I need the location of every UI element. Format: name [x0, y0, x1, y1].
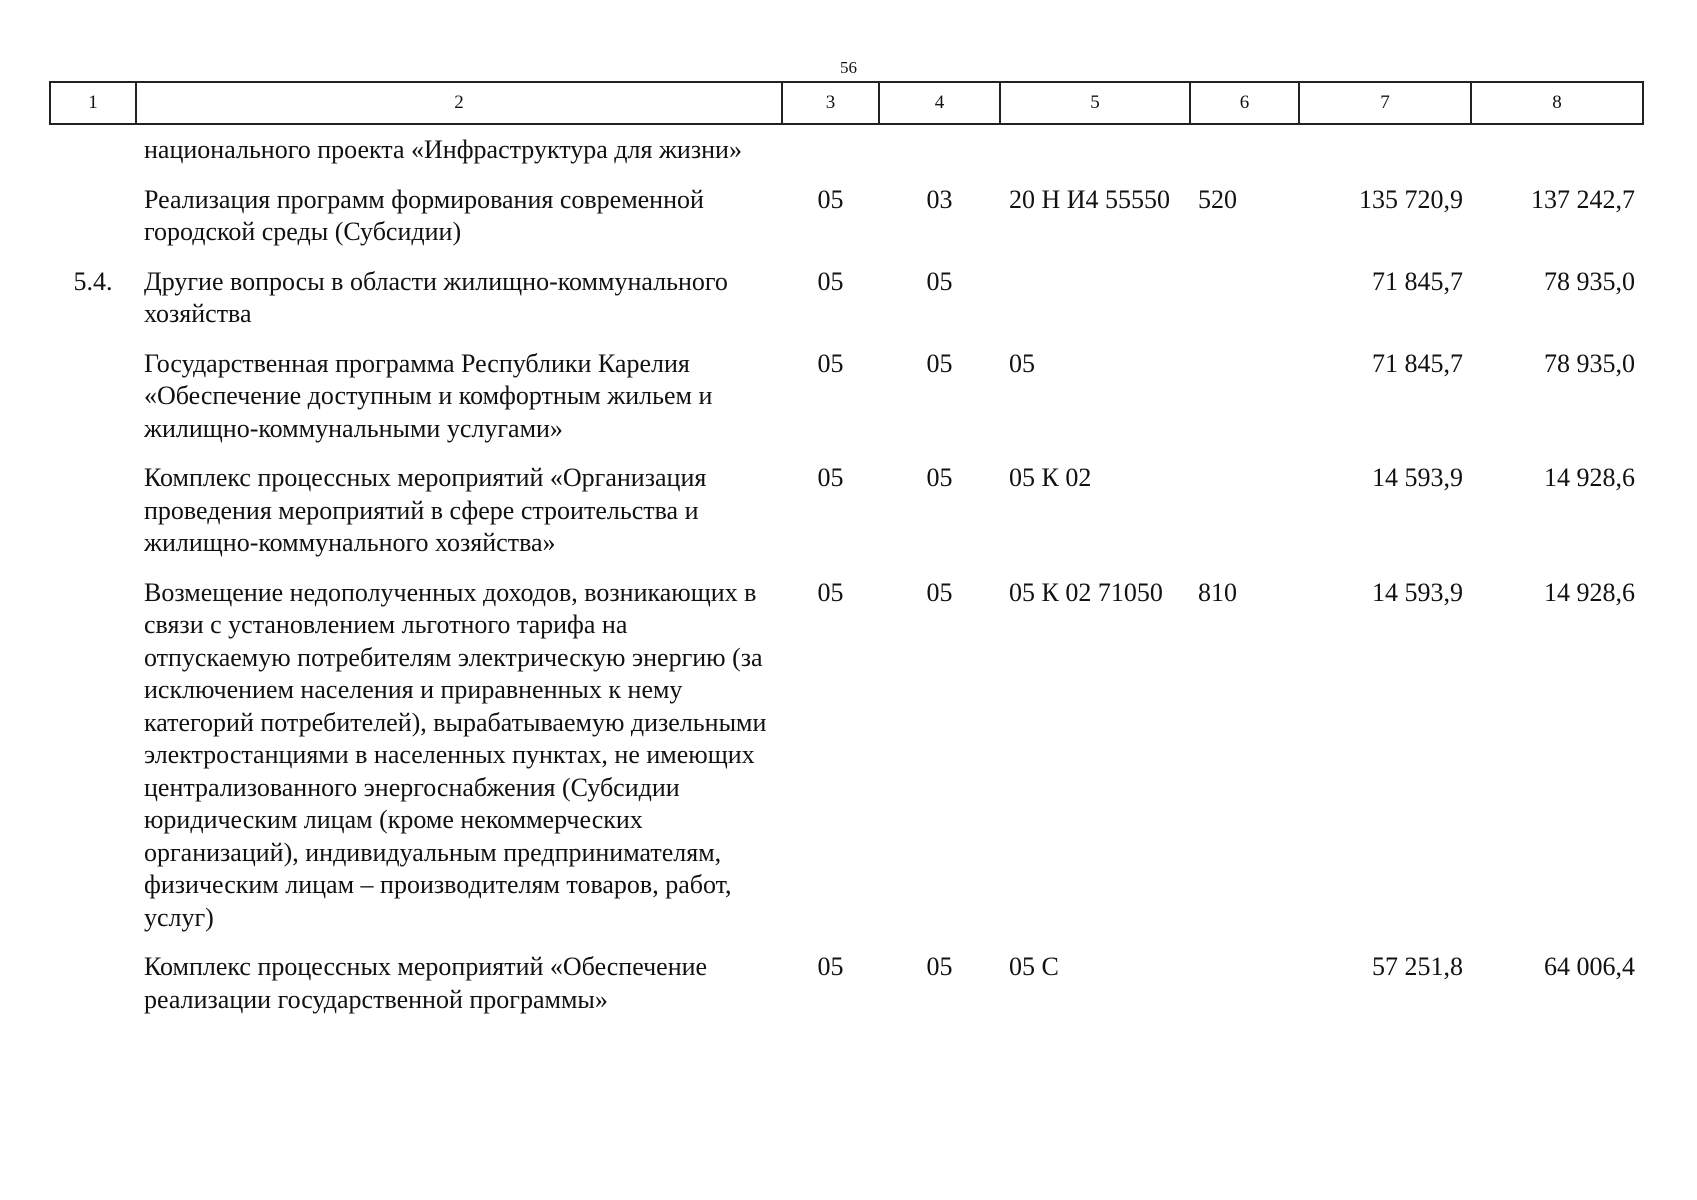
header-col-4: 4 [879, 82, 1000, 124]
table-row [50, 184, 1643, 266]
row-amount-year2: 78 935,0 [1544, 348, 1635, 378]
row-expense-type [1190, 951, 1299, 1033]
row-section [782, 124, 879, 184]
header-col-6: 6 [1190, 82, 1299, 124]
row-subsection: 03 [926, 184, 953, 214]
table-row [50, 577, 1643, 952]
row-name: Государственная программа Республики Карелия «Обеспечение доступным и комфортным жильем и жилищно-коммунальными услугами» [144, 348, 713, 443]
header-row [50, 82, 1643, 124]
table-row [50, 348, 1643, 463]
row-expense-type [1190, 462, 1299, 577]
row-amount-year2: 14 928,6 [1544, 577, 1635, 607]
row-section: 05 [817, 952, 844, 981]
row-amount-year2: 64 006,4 [1544, 952, 1635, 981]
header-col-8: 8 [1471, 82, 1643, 124]
row-section: 05 [817, 577, 844, 607]
row-name: Реализация программ формирования современной городской среды (Субсидии) [144, 184, 704, 246]
table-row [50, 266, 1643, 348]
row-amount-year1: 57 251,8 [1372, 952, 1463, 981]
row-number [50, 124, 136, 184]
row-amount-year1: 14 593,9 [1372, 463, 1463, 492]
row-name: Возмещение недополученных доходов, возникающих в связи с установлением льготного тарифа на отпускаемую потребителям электрическую энергию (за исключением населения и приравненных к нему категорий потребителей), вырабатываемую дизельными электростанциями в населенных пунктах, не имеющих централизованного энергоснабжения (Субсидии юридическим лицам (кроме некоммерческих организаций), индивидуальным предпринимателям, физическим лицам – производителям товаров, работ, услуг) [144, 577, 767, 932]
row-amount-year2: 78 935,0 [1544, 266, 1635, 296]
row-amount-year1: 14 593,9 [1372, 577, 1463, 607]
row-amount-year2 [1471, 124, 1643, 184]
header-col-5: 5 [1000, 82, 1190, 124]
row-number: 5.4. [73, 266, 113, 296]
header-col-3: 3 [782, 82, 879, 124]
row-subsection: 05 [926, 952, 953, 981]
row-subsection: 05 [926, 463, 953, 492]
row-expense-type [1190, 266, 1299, 348]
header-col-2: 2 [136, 82, 782, 124]
row-target-code: 05 [1009, 348, 1035, 378]
budget-table [49, 81, 1644, 1033]
table-body [50, 124, 1643, 1033]
header-col-1: 1 [50, 82, 136, 124]
row-target-code: 05 К 02 71050 [1009, 577, 1163, 607]
row-subsection: 05 [926, 577, 953, 607]
row-target-code: 05 С [1009, 952, 1059, 981]
row-expense-type [1190, 124, 1299, 184]
row-section: 05 [817, 348, 844, 378]
table-header [50, 82, 1643, 124]
row-amount-year2: 137 242,7 [1531, 184, 1635, 214]
row-section: 05 [817, 184, 844, 214]
page-number: 56 [840, 58, 857, 77]
row-section: 05 [817, 463, 844, 492]
row-target-code: 20 Н И4 55550 [1009, 184, 1171, 214]
row-expense-type: 810 [1198, 577, 1237, 607]
row-target-code [1000, 124, 1190, 184]
row-target-code: 05 К 02 [1009, 463, 1092, 492]
row-amount-year1: 135 720,9 [1359, 184, 1463, 214]
table-row [50, 124, 1643, 184]
row-amount-year1: 71 845,7 [1372, 348, 1463, 378]
row-number [50, 348, 136, 463]
row-expense-type [1190, 348, 1299, 463]
row-name: Комплекс процессных мероприятий «Организация проведения мероприятий в сфере строительства и жилищно-коммунального хозяйства» [144, 463, 707, 557]
row-name: Другие вопросы в области жилищно-коммунального хозяйства [144, 266, 728, 328]
row-number [50, 577, 136, 952]
row-name: национального проекта «Инфраструктура для жизни» [144, 135, 742, 164]
row-subsection: 05 [926, 348, 953, 378]
header-col-7: 7 [1299, 82, 1471, 124]
table-row [50, 462, 1643, 577]
row-target-code [1000, 266, 1190, 348]
row-section: 05 [817, 266, 844, 296]
row-expense-type: 520 [1198, 184, 1237, 214]
row-number [50, 184, 136, 266]
table-row [50, 951, 1643, 1033]
row-amount-year1: 71 845,7 [1372, 266, 1463, 296]
row-amount-year2: 14 928,6 [1544, 463, 1635, 492]
row-subsection: 05 [926, 266, 953, 296]
row-number [50, 951, 136, 1033]
row-subsection [879, 124, 1000, 184]
row-amount-year1 [1299, 124, 1471, 184]
row-name: Комплекс процессных мероприятий «Обеспечение реализации государственной программы» [144, 952, 708, 1014]
row-number [50, 462, 136, 577]
